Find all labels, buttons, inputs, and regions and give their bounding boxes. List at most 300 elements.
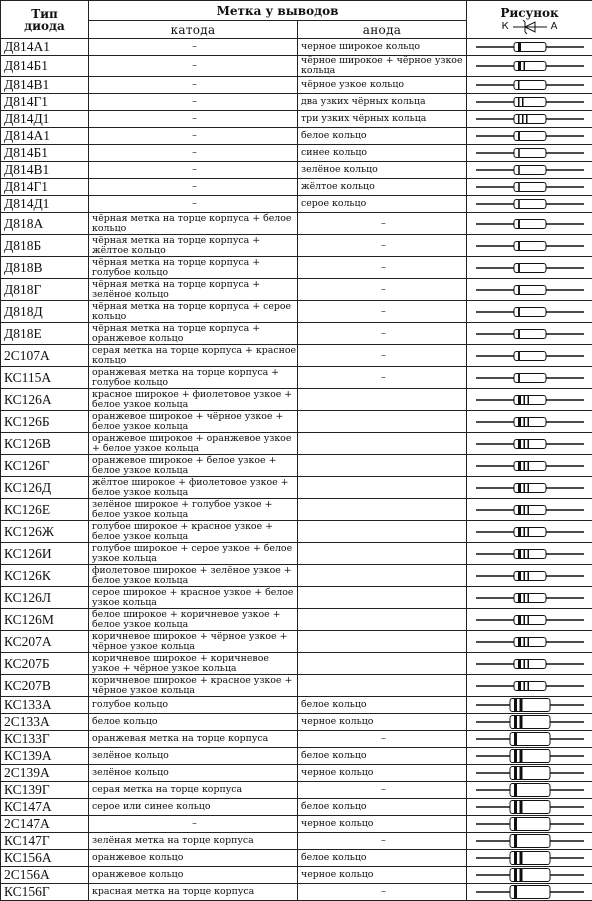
diode-type: КС126Ж [1,521,89,543]
anode-mark [298,477,467,499]
marking-band [514,750,517,763]
cathode-mark: – [89,145,298,162]
diode-drawing-icon [474,591,586,605]
header-diode-symbol [467,20,592,34]
marking-band [527,395,529,404]
diode-drawing-icon [474,40,586,54]
diode-picture [467,884,592,901]
table-row [1,867,592,884]
diode-type: КС156А [1,850,89,867]
table-row [1,345,592,367]
cathode-mark: оранжевая метка на торце корпуса [89,731,298,748]
diode-picture [467,587,592,609]
cathode-mark: зелёное кольцо [89,765,298,782]
marking-band [518,461,521,470]
diode-drawing-icon [474,437,586,451]
marking-band [519,852,522,865]
diode-picture [467,433,592,455]
marking-band [518,549,521,558]
cathode-mark: – [89,162,298,179]
table-row [1,587,592,609]
diode-drawing-icon [474,783,586,797]
marking-band [514,801,517,814]
anode-mark: – [298,833,467,850]
marking-band [523,62,525,71]
diode-type: Д814В1 [1,162,89,179]
header-picture-title: Рисунок [467,6,592,20]
cathode-mark: белое кольцо [89,714,298,731]
marking-band [518,43,521,52]
cathode-mark: – [89,196,298,213]
diode-drawing-icon [474,657,586,671]
table-row [1,631,592,653]
diode-type: 2С139А [1,765,89,782]
anode-mark: синее кольцо [298,145,467,162]
diode-drawing-icon [474,112,586,126]
marking-band [514,699,517,712]
table-row [1,731,592,748]
anode-mark: – [298,279,467,301]
marking-band [523,637,525,646]
cathode-mark: чёрная метка на торце корпуса + зелёное кольцо [89,279,298,301]
cathode-mark: голубое широкое + красное узкое + белое узкое кольца [89,521,298,543]
diode-picture [467,631,592,653]
marking-band [523,461,525,470]
cathode-mark: – [89,39,298,56]
diode-type: КС126Д [1,477,89,499]
diode-picture [467,850,592,867]
diode-type: Д818А [1,213,89,235]
cathode-mark: голубое кольцо [89,697,298,714]
diode-drawing-icon [474,766,586,780]
header-type-line2: диода [24,19,65,33]
diode-picture [467,565,592,587]
diode-picture [467,833,592,850]
marking-band [527,417,529,426]
diode-picture [467,477,592,499]
diode-picture [467,323,592,345]
anode-mark: черное кольцо [298,714,467,731]
marking-band [519,699,522,712]
anode-mark: белое кольцо [298,128,467,145]
marking-band [518,615,521,624]
diode-drawing-icon [474,569,586,583]
table-row [1,389,592,411]
marking-band [522,115,524,124]
anode-mark: – [298,257,467,279]
diode-type: КС139А [1,748,89,765]
table-row [1,499,592,521]
marking-band [518,219,520,228]
diode-picture [467,77,592,94]
diode-type: Д814Г1 [1,179,89,196]
diode-drawing-icon [474,749,586,763]
marking-band [518,115,520,124]
diode-type: Д814А1 [1,39,89,56]
diode-type: КС207Б [1,653,89,675]
diode-drawing-icon [474,349,586,363]
anode-mark [298,411,467,433]
marking-band [514,767,517,780]
table-row [1,235,592,257]
anode-mark: белое кольцо [298,697,467,714]
table-row [1,521,592,543]
marking-band [523,681,525,690]
diode-type: Д814Д1 [1,196,89,213]
cathode-mark: – [89,111,298,128]
table-row [1,196,592,213]
diode-type: Д818Е [1,323,89,345]
marking-band [523,483,525,492]
diode-drawing-icon [474,635,586,649]
diode-picture [467,455,592,477]
cathode-mark: серое широкое + красное узкое + белое узкое кольца [89,587,298,609]
table-row [1,675,592,697]
diode-picture [467,257,592,279]
diode-picture [467,179,592,196]
marking-band [527,615,529,624]
cathode-mark: – [89,128,298,145]
diode-picture [467,867,592,884]
marking-band [523,439,525,448]
cathode-mark: оранжевое широкое + чёрное узкое + белое узкое кольца [89,411,298,433]
diode-drawing-icon [474,885,586,899]
marking-band [518,439,521,448]
marking-band [523,549,525,558]
diode-picture [467,345,592,367]
diode-type: КС126И [1,543,89,565]
diode-type: КС126Г [1,455,89,477]
table-row [1,455,592,477]
diode-type: Д814Г1 [1,94,89,111]
diode-type: КС126К [1,565,89,587]
diode-drawing-icon [474,371,586,385]
anode-mark [298,587,467,609]
marking-band [527,439,529,448]
diode-picture [467,653,592,675]
diode-drawing-icon [474,393,586,407]
marking-band [519,750,522,763]
diode-symbol-icon [513,20,547,34]
table-row [1,433,592,455]
diode-type: Д818Б [1,235,89,257]
diode-type: КС133Г [1,731,89,748]
table-row [1,833,592,850]
diode-type: 2С156А [1,867,89,884]
anode-mark: – [298,235,467,257]
diode-type: КС147Г [1,833,89,850]
diode-drawing-icon [474,261,586,275]
cathode-mark: оранжевое широкое + белое узкое + белое узкое кольца [89,455,298,477]
marking-band [527,549,529,558]
marking-band [527,593,529,602]
marking-band [514,716,517,729]
cathode-mark: – [89,56,298,77]
cathode-mark: красная метка на торце корпуса [89,884,298,901]
table-row [1,367,592,389]
diode-picture [467,499,592,521]
diode-drawing-icon [474,146,586,160]
diode-picture [467,235,592,257]
diode-picture [467,816,592,833]
header-pic-a: А [551,21,558,32]
diode-type: Д818В [1,257,89,279]
marking-band [522,98,524,107]
table-row [1,565,592,587]
table-row [1,884,592,901]
table-row [1,77,592,94]
diode-type: 2С133А [1,714,89,731]
table-row [1,213,592,235]
diode-drawing-icon [474,817,586,831]
diode-drawing-icon [474,834,586,848]
marking-band [518,183,520,192]
diode-picture [467,543,592,565]
diode-drawing-icon [474,305,586,319]
marking-band [518,681,521,690]
table-row [1,279,592,301]
cathode-mark: зелёное широкое + голубое узкое + белое узкое кольца [89,499,298,521]
diode-picture [467,799,592,816]
diode-type: Д814Б1 [1,145,89,162]
table-row [1,257,592,279]
diode-drawing-icon [474,851,586,865]
diode-drawing-icon [474,239,586,253]
cathode-mark: – [89,179,298,196]
table-row [1,56,592,77]
table-row [1,128,592,145]
diode-type: КС126Л [1,587,89,609]
cathode-mark: оранжевое широкое + оранжевое узкое + белое узкое кольца [89,433,298,455]
header-cathode: катода [89,21,298,39]
cathode-mark: коричневое широкое + коричневое узкое + чёрное узкое кольца [89,653,298,675]
table-row [1,714,592,731]
marking-band [527,483,529,492]
table-row [1,411,592,433]
marking-band [523,615,525,624]
diode-picture [467,145,592,162]
table-row [1,477,592,499]
diode-type: КС115А [1,367,89,389]
diode-picture [467,196,592,213]
diode-drawing-icon [474,679,586,693]
diode-drawing-icon [474,197,586,211]
anode-mark: черное кольцо [298,816,467,833]
diode-drawing-icon [474,327,586,341]
header-pic-k: К [502,21,509,32]
table-row [1,816,592,833]
table-row [1,162,592,179]
diode-type: КС126В [1,433,89,455]
diode-type: КС126М [1,609,89,631]
anode-mark: – [298,345,467,367]
diode-picture [467,675,592,697]
cathode-mark: чёрная метка на торце корпуса + белое кольцо [89,213,298,235]
diode-type: КС207В [1,675,89,697]
diode-drawing-icon [474,698,586,712]
marking-band [518,81,520,90]
cathode-mark: белое широкое + коричневое узкое + белое узкое кольца [89,609,298,631]
table-row [1,301,592,323]
diode-type: КС133А [1,697,89,714]
anode-mark [298,631,467,653]
anode-mark: – [298,301,467,323]
diode-picture [467,521,592,543]
header-anode: анода [298,21,467,39]
anode-mark: зелёное кольцо [298,162,467,179]
marking-band [518,241,520,250]
marking-band [518,571,521,580]
diode-drawing-icon [474,800,586,814]
marking-band [527,659,529,668]
diode-picture [467,111,592,128]
marking-band [518,593,521,602]
marking-band [518,285,520,294]
cathode-mark: – [89,816,298,833]
marking-band [518,395,521,404]
marking-band [518,200,520,209]
cathode-mark: жёлтое широкое + фиолетовое узкое + белое узкое кольца [89,477,298,499]
cathode-mark: оранжевое кольцо [89,850,298,867]
diode-type: Д814В1 [1,77,89,94]
cathode-mark: голубое широкое + серое узкое + белое узкое кольца [89,543,298,565]
diode-picture [467,765,592,782]
marking-band [518,373,520,382]
marking-band [518,307,520,316]
anode-mark [298,455,467,477]
marking-band [519,716,522,729]
diode-drawing-icon [474,180,586,194]
diode-picture [467,609,592,631]
marking-band [527,637,529,646]
diode-picture [467,94,592,111]
anode-mark [298,499,467,521]
diode-drawing-icon [474,217,586,231]
diode-drawing-icon [474,163,586,177]
marking-band [526,115,528,124]
table-row [1,765,592,782]
diode-drawing-icon [474,59,586,73]
anode-mark: – [298,367,467,389]
diode-picture [467,162,592,179]
marking-band [518,505,521,514]
anode-mark: – [298,884,467,901]
anode-mark: белое кольцо [298,748,467,765]
diode-picture [467,714,592,731]
diode-type: 2С147А [1,816,89,833]
diode-picture [467,39,592,56]
anode-mark: два узких чёрных кольца [298,94,467,111]
marking-band [523,505,525,514]
anode-mark [298,609,467,631]
marking-band [523,571,525,580]
marking-band [523,417,525,426]
anode-mark: – [298,782,467,799]
cathode-mark: серая метка на торце корпуса + красное кольцо [89,345,298,367]
diode-type: КС126А [1,389,89,411]
table-row [1,782,592,799]
table-row [1,543,592,565]
anode-mark: серое кольцо [298,196,467,213]
cathode-mark: чёрная метка на торце корпуса + жёлтое кольцо [89,235,298,257]
marking-band [514,852,517,865]
header-picture [467,1,592,39]
header-type [1,1,89,39]
marking-band [518,527,521,536]
diode-type: Д818Д [1,301,89,323]
anode-mark: три узких чёрных кольца [298,111,467,128]
diode-type: Д814Б1 [1,56,89,77]
marking-band [518,483,521,492]
diode-drawing-icon [474,503,586,517]
cathode-mark: зелёное кольцо [89,748,298,765]
table-row [1,850,592,867]
diode-picture [467,301,592,323]
cathode-mark: чёрная метка на торце корпуса + голубое кольцо [89,257,298,279]
marking-band [527,571,529,580]
anode-mark: чёрное узкое кольцо [298,77,467,94]
anode-mark [298,521,467,543]
diode-picture [467,731,592,748]
cathode-mark: коричневое широкое + чёрное узкое + чёрное узкое кольца [89,631,298,653]
marking-band [523,527,525,536]
marking-band [514,784,517,797]
anode-mark [298,433,467,455]
diode-type: Д814А1 [1,128,89,145]
table-row [1,323,592,345]
cathode-mark: оранжевая метка на торце корпуса + голубое кольцо [89,367,298,389]
diode-type: Д814Д1 [1,111,89,128]
anode-mark: белое кольцо [298,799,467,816]
table-row [1,799,592,816]
diode-type: Д818Г [1,279,89,301]
cathode-mark: чёрная метка на торце корпуса + серое кольцо [89,301,298,323]
diode-picture [467,389,592,411]
marking-band [527,527,529,536]
cathode-mark: серое или синее кольцо [89,799,298,816]
diode-type: КС147А [1,799,89,816]
anode-mark [298,565,467,587]
anode-mark [298,675,467,697]
diode-picture [467,697,592,714]
cathode-mark: зелёная метка на торце корпуса [89,833,298,850]
anode-mark: чёрное широкое + чёрное узкое кольца [298,56,467,77]
marking-band [527,681,529,690]
anode-mark: – [298,323,467,345]
marking-band [514,886,517,899]
table-row [1,145,592,162]
cathode-mark: – [89,94,298,111]
diode-drawing-icon [474,129,586,143]
marking-band [518,166,520,175]
diode-drawing-icon [474,715,586,729]
diode-drawing-icon [474,547,586,561]
diode-drawing-icon [474,78,586,92]
diode-type: 2С107А [1,345,89,367]
marking-band [518,98,520,107]
anode-mark [298,653,467,675]
diode-picture [467,367,592,389]
anode-mark: черное кольцо [298,867,467,884]
diode-drawing-icon [474,459,586,473]
diode-drawing-icon [474,415,586,429]
diode-type: КС207А [1,631,89,653]
marking-band [518,149,520,158]
diode-type: КС139Г [1,782,89,799]
header-type-line1: Тип [31,7,58,21]
cathode-mark: серая метка на торце корпуса [89,782,298,799]
marking-band [519,801,522,814]
